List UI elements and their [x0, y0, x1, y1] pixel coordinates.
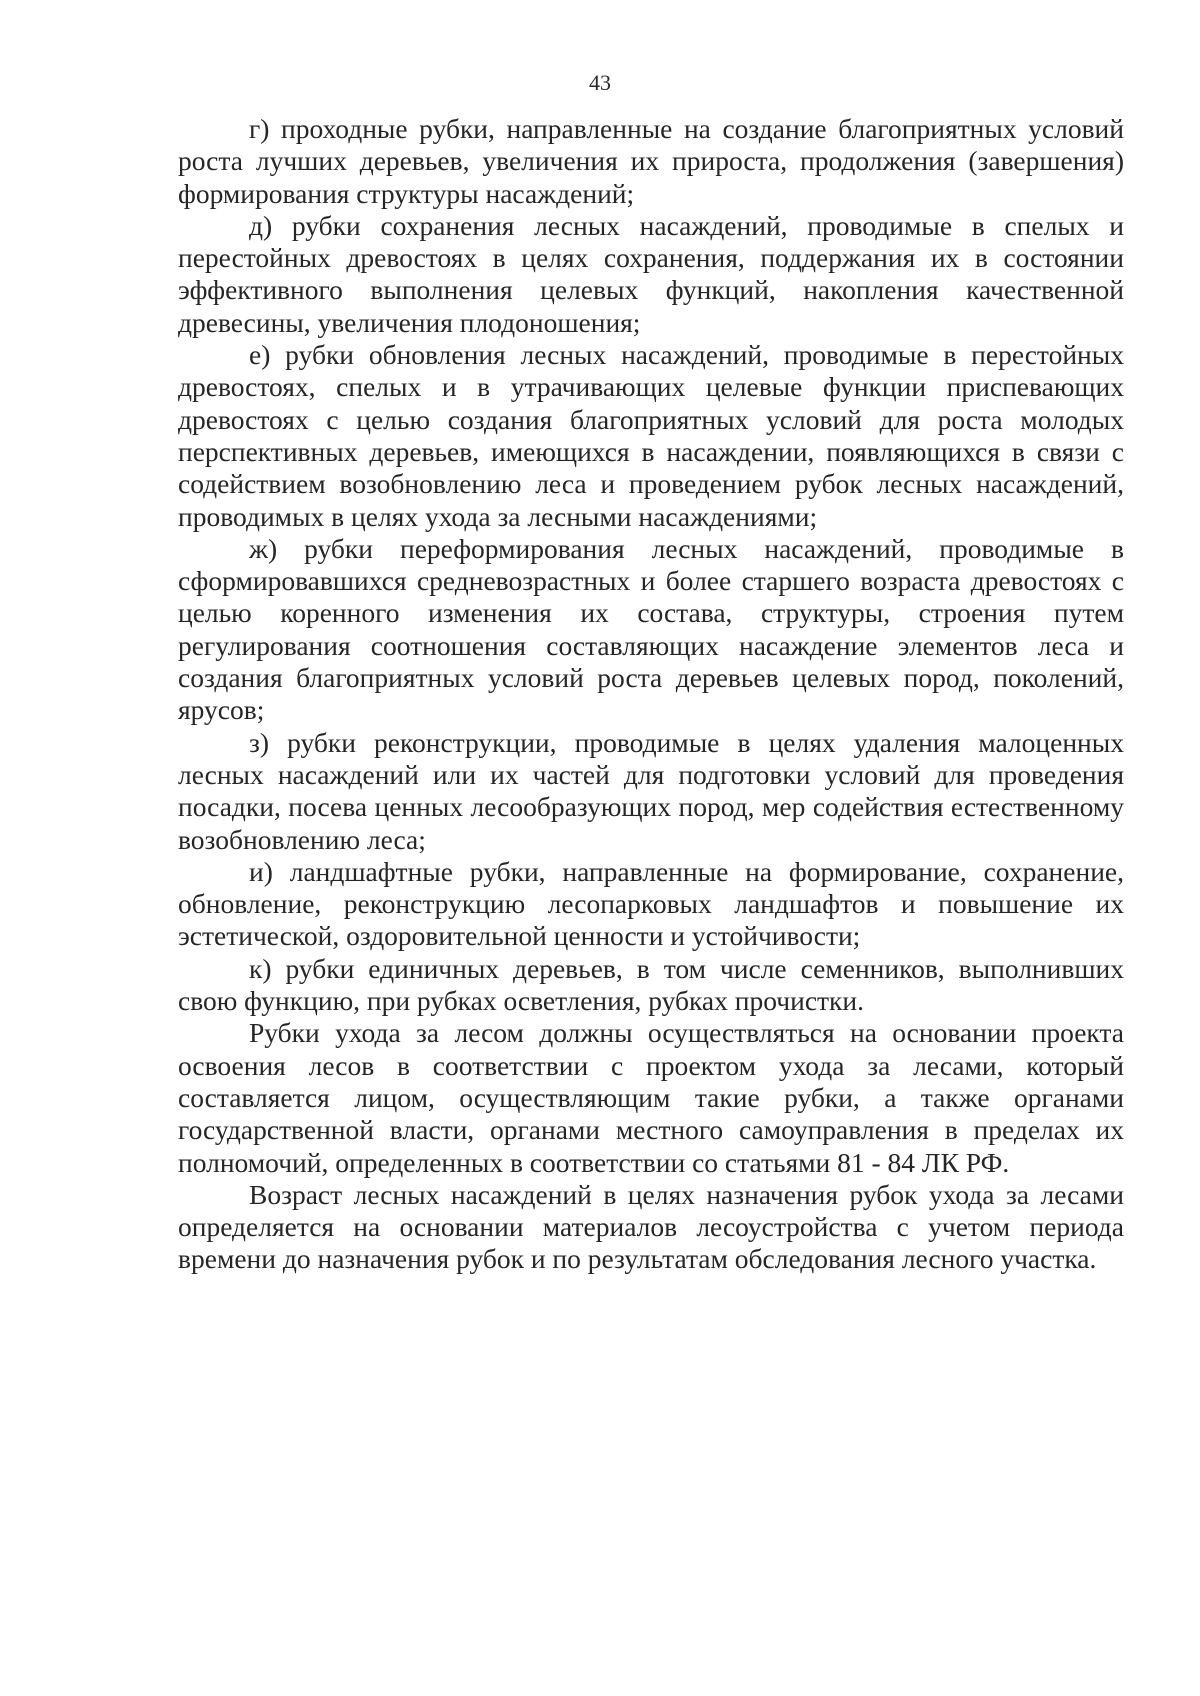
- paragraph-project-basis: Рубки ухода за лесом должны осуществляться на основании проекта освоения лесов в соответствии с проектом ухода за лесами, который составляется лицом, осуществляющим такие рубки, а также органами государственной власти, органами местного самоуправления в пределах их полномочий, определенных в соответствии со статьями 81 - 84 ЛК РФ.: [178, 1017, 1124, 1178]
- paragraph-g-thinning-cuts: г) проходные рубки, направленные на создание благоприятных условий роста лучших деревьев, увеличения их прироста, продолжения (завершения) формирования структуры насаждений;: [178, 113, 1124, 209]
- paragraph-d-preservation-cuts: д) рубки сохранения лесных насаждений, проводимые в спелых и перестойных древостоях в целях сохранения, поддержания их в состоянии эффективного выполнения целевых функций, накопления качественной древесины, увеличения плодоношения;: [178, 209, 1124, 338]
- paragraph-zh-reformation-cuts: ж) рубки переформирования лесных насаждений, проводимые в сформировавшихся средневозрастных и более старшего возраста древостоях с целью коренного изменения их состава, структуры, строения путем регулирования соотношения составляющих насаждение элементов леса и создания благоприятных условий роста деревьев целевых пород, поколений, ярусов;: [178, 532, 1124, 726]
- paragraph-stand-age: Возраст лесных насаждений в целях назначения рубок ухода за лесами определяется на основании материалов лесоустройства с учетом периода времени до назначения рубок и по результатам обследования лесного участка.: [178, 1178, 1124, 1275]
- document-body: [178, 113, 1124, 1276]
- paragraph-k-single-tree-cuts: к) рубки единичных деревьев, в том числе семенников, выполнивших свою функцию, при рубках осветления, рубках прочистки.: [178, 952, 1124, 1017]
- paragraph-e-renewal-cuts: е) рубки обновления лесных насаждений, проводимые в перестойных древостоях, спелых и в утрачивающих целевые функции приспевающих древостоях с целью создания благоприятных условий для роста молодых перспективных деревьев, имеющихся в насаждении, появляющихся в связи с содействием возобновлению леса и проведением рубок лесных насаждений, проводимых в целях ухода за лесными насаждениями;: [178, 339, 1124, 532]
- paragraph-i-landscape-cuts: и) ландшафтные рубки, направленные на формирование, сохранение, обновление, реконструкцию лесопарковых ландшафтов и повышение их эстетической, оздоровительной ценности и устойчивости;: [178, 855, 1124, 952]
- page-number: 43: [589, 70, 611, 95]
- paragraph-z-reconstruction-cuts: з) рубки реконструкции, проводимые в целях удаления малоценных лесных насаждений или их частей для подготовки условий для проведения посадки, посева ценных лесообразующих пород, мер содействия естественному возобновлению леса;: [178, 726, 1124, 855]
